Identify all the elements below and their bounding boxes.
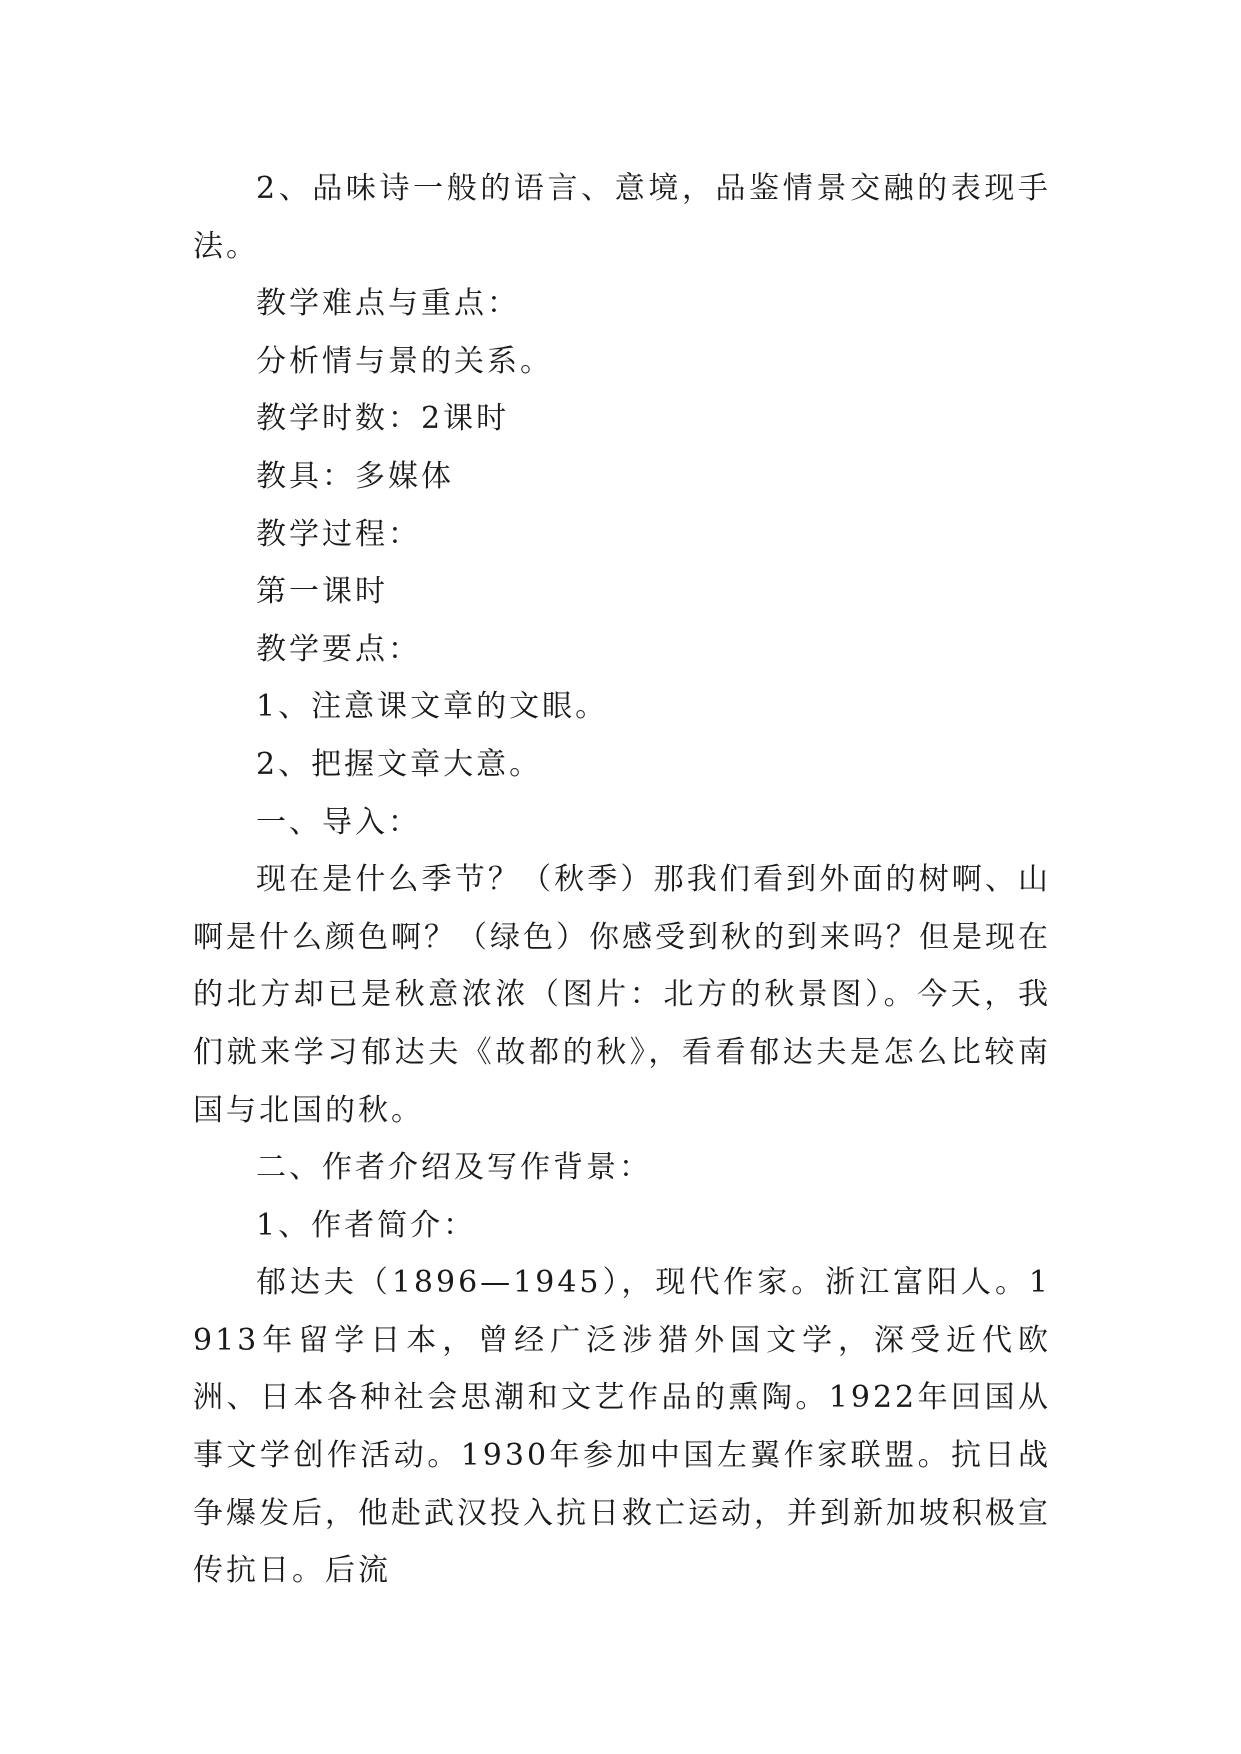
paragraph-lesson-point-2: 2、把握文章大意。 bbox=[256, 746, 543, 782]
paragraph-intro-body: 现在是什么季节？（秋季）那我们看到外面的树啊、山啊是什么颜色啊？（绿色）你感受到秋的到来吗？但是现在的北方却已是秋意浓浓（图片：北方的秋景图）。今天，我们就来学习郁达夫《故都的秋》，看看郁达夫是怎么比较南国与北国的秋。 bbox=[193, 862, 1051, 1128]
paragraph-lesson-point-1: 1、注意课文章的文眼。 bbox=[256, 689, 609, 725]
document-body bbox=[193, 160, 1051, 1600]
paragraph-teaching-aids: 教具：多媒体 bbox=[256, 458, 454, 494]
paragraph-author-bio: 郁达夫（1896—1945），现代作家。浙江富阳人。1913年留学日本，曾经广泛涉猎外国文学，深受近代欧洲、日本各种社会思潮和文艺作品的熏陶。1922年回国从事文学创作活动。1930年参加中国左翼作家联盟。抗日战争爆发后，他赴武汉投入抗日救亡运动，并到新加坡积极宣传抗日。后流 bbox=[193, 1265, 1051, 1589]
paragraph-key-points: 分析情与景的关系。 bbox=[256, 343, 553, 379]
paragraph-objective-2: 2、品味诗一般的语言、意境，品鉴情景交融的表现手法。 bbox=[193, 171, 1051, 264]
paragraph-key-points-heading: 教学难点与重点： bbox=[256, 286, 520, 322]
paragraph-author-subheading: 1、作者简介： bbox=[256, 1207, 477, 1243]
paragraph-author-heading: 二、作者介绍及写作背景： bbox=[256, 1150, 652, 1186]
paragraph-lesson-points-heading: 教学要点： bbox=[256, 631, 421, 667]
paragraph-process-heading: 教学过程： bbox=[256, 516, 421, 552]
paragraph-intro-heading: 一、导入： bbox=[256, 804, 421, 840]
paragraph-first-lesson: 第一课时 bbox=[256, 574, 388, 610]
paragraph-class-hours: 教学时数：2课时 bbox=[256, 401, 510, 437]
